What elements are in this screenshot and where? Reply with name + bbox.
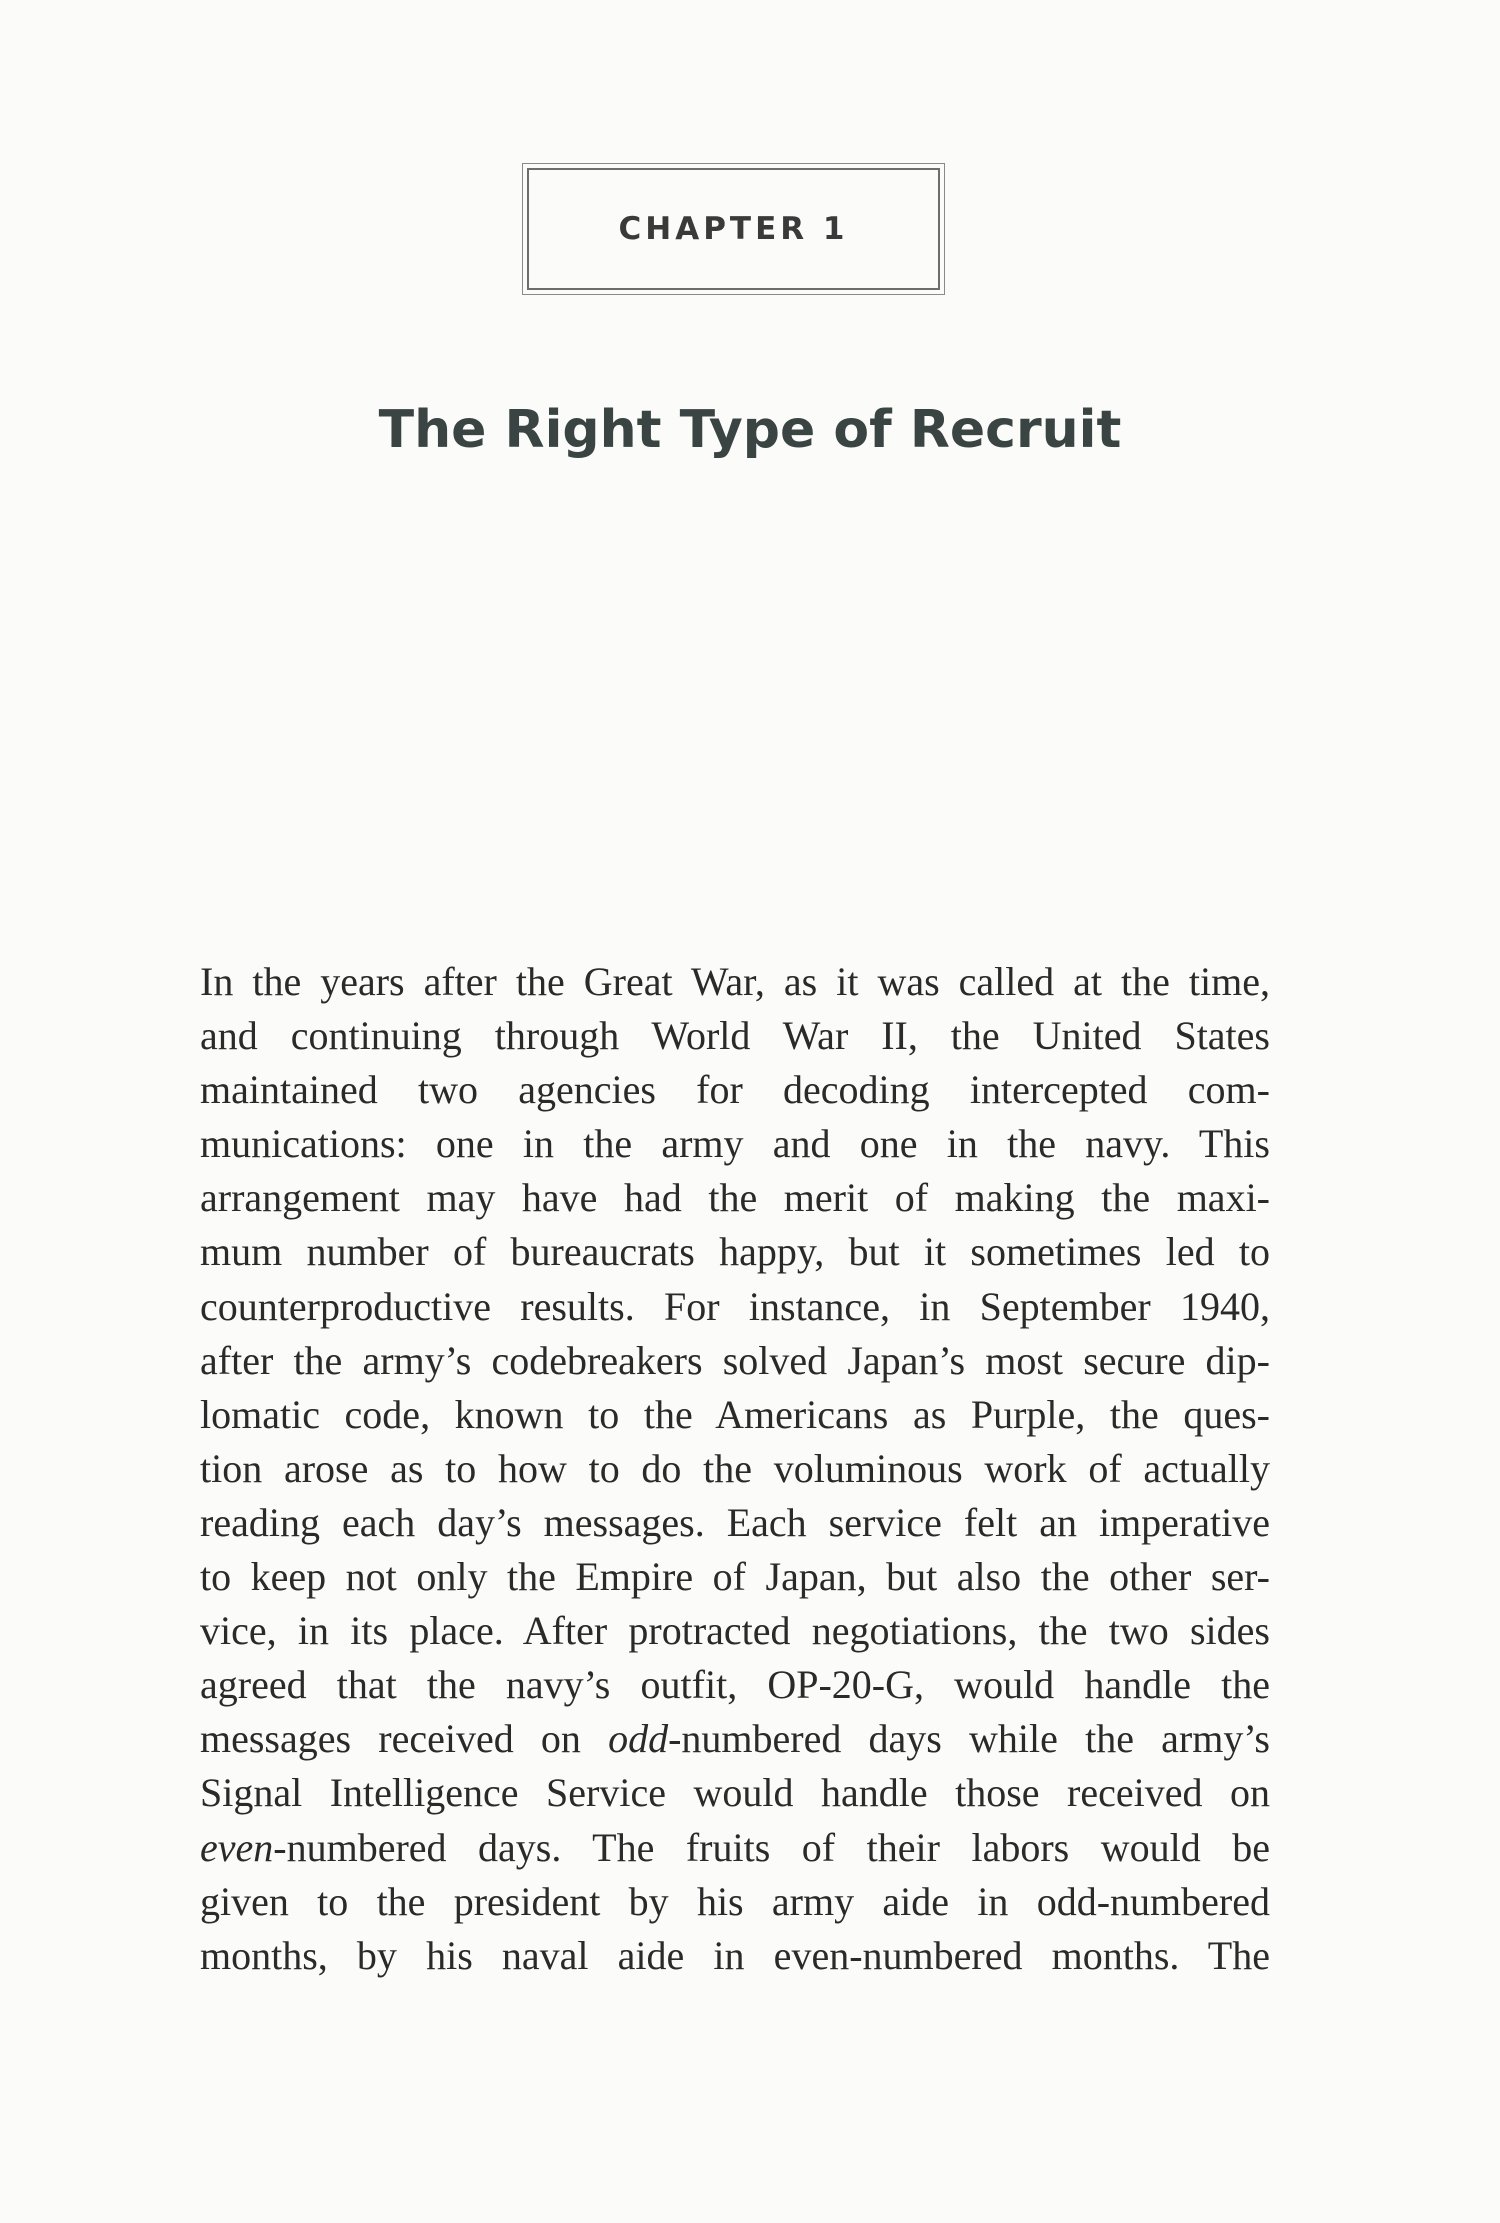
body-paragraph (200, 955, 1270, 1983)
text-line: months, by his naval aide in even-numbered months. The (200, 1932, 1270, 1978)
text-line: In the years after the Great War, as it was called at the time, (200, 959, 1270, 1004)
text-line: messages received on odd-numbered days while the army’s (200, 1716, 1270, 1762)
emphasis-word: even (200, 1824, 274, 1870)
text-line: to keep not only the Empire of Japan, but also the other ser- (200, 1554, 1270, 1600)
chapter-label: CHAPTER 1 (618, 211, 849, 247)
text-line: vice, in its place. After protracted negotiations, the two sides (200, 1608, 1270, 1654)
text-line: agreed that the navy’s outfit, OP-20-G, would handle the (200, 1662, 1270, 1708)
emphasis-word: odd (608, 1716, 669, 1762)
text-line: even-numbered days. The fruits of their labors would be (200, 1824, 1270, 1870)
chapter-heading-box (527, 168, 940, 290)
text-line: after the army’s codebreakers solved Japan’s most secure dip- (200, 1337, 1270, 1383)
text-line: maintained two agencies for decoding intercepted com- (200, 1067, 1270, 1113)
text-line: mum number of bureaucrats happy, but it sometimes led to (200, 1229, 1270, 1275)
text-line: reading each day’s messages. Each service felt an imperative (200, 1499, 1270, 1545)
text-line: lomatic code, known to the Americans as Purple, the ques- (200, 1391, 1270, 1437)
text-line: arrangement may have had the merit of making the maxi- (200, 1175, 1270, 1221)
text-line: Signal Intelligence Service would handle those received on (200, 1770, 1270, 1816)
text-line: tion arose as to how to do the voluminous work of actually (200, 1445, 1270, 1491)
text-line: given to the president by his army aide in odd-numbered (200, 1878, 1270, 1924)
text-line: and continuing through World War II, the United States (200, 1013, 1270, 1059)
chapter-title: The Right Type of Recruit (378, 400, 1122, 460)
text-line: munications: one in the army and one in the navy. This (200, 1121, 1270, 1167)
text-line: counterproductive results. For instance, in September 1940, (200, 1283, 1270, 1329)
